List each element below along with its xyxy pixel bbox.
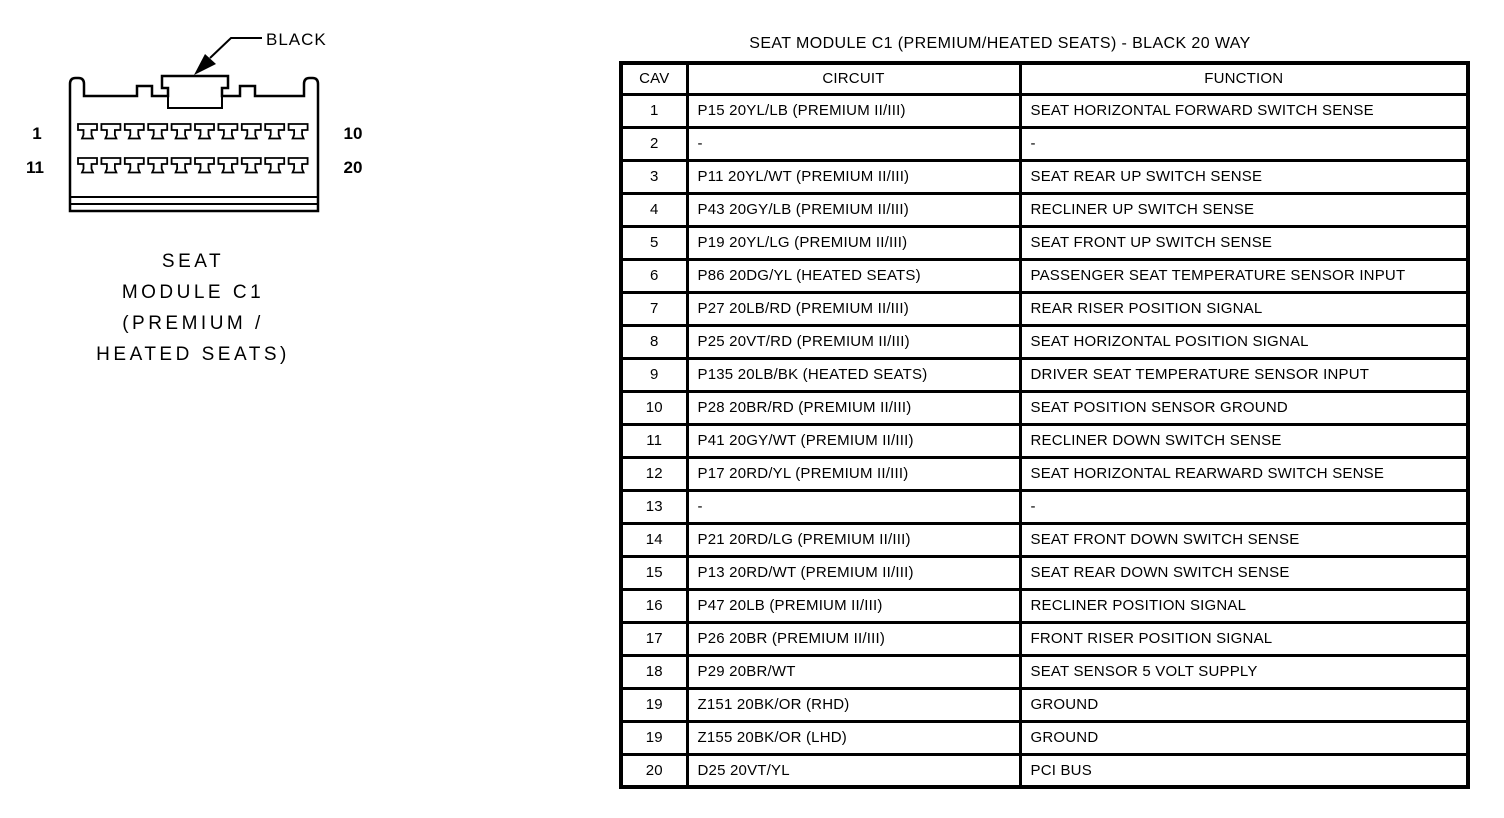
cav-cell: 8 <box>621 325 687 358</box>
table-header-row <box>621 63 1468 94</box>
table-row <box>621 622 1468 655</box>
table-row <box>621 754 1468 787</box>
circuit-cell: P19 20YL/LG (PREMIUM II/III) <box>687 226 1020 259</box>
circuit-cell: P28 20BR/RD (PREMIUM II/III) <box>687 391 1020 424</box>
header-circuit: CIRCUIT <box>687 63 1020 94</box>
circuit-cell: P25 20VT/RD (PREMIUM II/III) <box>687 325 1020 358</box>
circuit-cell: P21 20RD/LG (PREMIUM II/III) <box>687 523 1020 556</box>
header-function: FUNCTION <box>1020 63 1468 94</box>
pin-label-1: 1 <box>32 124 42 143</box>
circuit-cell: P26 20BR (PREMIUM II/III) <box>687 622 1020 655</box>
cav-cell: 20 <box>621 754 687 787</box>
function-cell: GROUND <box>1020 721 1468 754</box>
table-row <box>621 490 1468 523</box>
function-cell: SEAT REAR UP SWITCH SENSE <box>1020 160 1468 193</box>
circuit-cell: P86 20DG/YL (HEATED SEATS) <box>687 259 1020 292</box>
cav-cell: 18 <box>621 655 687 688</box>
pin-label-20: 20 <box>343 158 363 177</box>
cav-cell: 15 <box>621 556 687 589</box>
function-cell: SEAT FRONT DOWN SWITCH SENSE <box>1020 523 1468 556</box>
table-row <box>621 457 1468 490</box>
pin-label-10: 10 <box>343 124 363 143</box>
black-color-label: BLACK <box>266 30 327 49</box>
function-cell: RECLINER UP SWITCH SENSE <box>1020 193 1468 226</box>
cav-cell: 13 <box>621 490 687 523</box>
function-cell: PCI BUS <box>1020 754 1468 787</box>
circuit-cell: - <box>687 490 1020 523</box>
black-callout-arrowhead-icon <box>194 54 216 75</box>
circuit-cell: P27 20LB/RD (PREMIUM II/III) <box>687 292 1020 325</box>
function-cell: SEAT FRONT UP SWITCH SENSE <box>1020 226 1468 259</box>
cav-cell: 5 <box>621 226 687 259</box>
header-cav: CAV <box>621 63 687 94</box>
table-row <box>621 325 1468 358</box>
cav-cell: 6 <box>621 259 687 292</box>
circuit-cell: - <box>687 127 1020 160</box>
table-row <box>621 556 1468 589</box>
circuit-cell: P15 20YL/LB (PREMIUM II/III) <box>687 94 1020 127</box>
table-row <box>621 292 1468 325</box>
table-row <box>621 358 1468 391</box>
circuit-cell: P17 20RD/YL (PREMIUM II/III) <box>687 457 1020 490</box>
function-cell: - <box>1020 490 1468 523</box>
table-row <box>621 721 1468 754</box>
function-cell: SEAT REAR DOWN SWITCH SENSE <box>1020 556 1468 589</box>
circuit-cell: P47 20LB (PREMIUM II/III) <box>687 589 1020 622</box>
pin-label-11: 11 <box>26 158 44 177</box>
circuit-cell: P41 20GY/WT (PREMIUM II/III) <box>687 424 1020 457</box>
function-cell: FRONT RISER POSITION SIGNAL <box>1020 622 1468 655</box>
cav-cell: 11 <box>621 424 687 457</box>
circuit-cell: P135 20LB/BK (HEATED SEATS) <box>687 358 1020 391</box>
circuit-cell: P43 20GY/LB (PREMIUM II/III) <box>687 193 1020 226</box>
function-cell: - <box>1020 127 1468 160</box>
pinout-table <box>619 61 1470 789</box>
circuit-cell: D25 20VT/YL <box>687 754 1020 787</box>
function-cell: SEAT POSITION SENSOR GROUND <box>1020 391 1468 424</box>
cav-cell: 19 <box>621 688 687 721</box>
caption-line: SEAT <box>161 251 225 272</box>
cav-cell: 2 <box>621 127 687 160</box>
function-cell: RECLINER DOWN SWITCH SENSE <box>1020 424 1468 457</box>
function-cell: SEAT HORIZONTAL FORWARD SWITCH SENSE <box>1020 94 1468 127</box>
connector-diagram <box>0 0 420 235</box>
black-callout-leader <box>210 38 262 58</box>
table-row <box>621 655 1468 688</box>
connector-body <box>70 76 318 211</box>
cav-cell: 9 <box>621 358 687 391</box>
cav-cell: 17 <box>621 622 687 655</box>
cav-cell: 7 <box>621 292 687 325</box>
function-cell: RECLINER POSITION SIGNAL <box>1020 589 1468 622</box>
function-cell: SEAT SENSOR 5 VOLT SUPPLY <box>1020 655 1468 688</box>
table-row <box>621 424 1468 457</box>
caption-line: MODULE C1 <box>121 282 265 303</box>
table-row <box>621 160 1468 193</box>
circuit-cell: P13 20RD/WT (PREMIUM II/III) <box>687 556 1020 589</box>
cav-cell: 19 <box>621 721 687 754</box>
table-row <box>621 589 1468 622</box>
connector-caption <box>52 246 334 370</box>
cav-cell: 12 <box>621 457 687 490</box>
function-cell: PASSENGER SEAT TEMPERATURE SENSOR INPUT <box>1020 259 1468 292</box>
caption-line: HEATED SEATS) <box>96 344 290 365</box>
cav-cell: 3 <box>621 160 687 193</box>
circuit-cell: P11 20YL/WT (PREMIUM II/III) <box>687 160 1020 193</box>
table-row <box>621 259 1468 292</box>
cav-cell: 1 <box>621 94 687 127</box>
cav-cell: 14 <box>621 523 687 556</box>
function-cell: SEAT HORIZONTAL REARWARD SWITCH SENSE <box>1020 457 1468 490</box>
table-row <box>621 688 1468 721</box>
function-cell: REAR RISER POSITION SIGNAL <box>1020 292 1468 325</box>
cav-cell: 10 <box>621 391 687 424</box>
table-row <box>621 94 1468 127</box>
table-row <box>621 193 1468 226</box>
circuit-cell: P29 20BR/WT <box>687 655 1020 688</box>
function-cell: GROUND <box>1020 688 1468 721</box>
cav-cell: 4 <box>621 193 687 226</box>
table-row <box>621 391 1468 424</box>
circuit-cell: Z151 20BK/OR (RHD) <box>687 688 1020 721</box>
table-row <box>621 523 1468 556</box>
table-row <box>621 226 1468 259</box>
circuit-cell: Z155 20BK/OR (LHD) <box>687 721 1020 754</box>
table-row <box>621 127 1468 160</box>
table-title: SEAT MODULE C1 (PREMIUM/HEATED SEATS) - BLACK 20 WAY <box>749 35 1251 52</box>
function-cell: SEAT HORIZONTAL POSITION SIGNAL <box>1020 325 1468 358</box>
cav-cell: 16 <box>621 589 687 622</box>
caption-line: (PREMIUM / <box>122 313 264 334</box>
function-cell: DRIVER SEAT TEMPERATURE SENSOR INPUT <box>1020 358 1468 391</box>
